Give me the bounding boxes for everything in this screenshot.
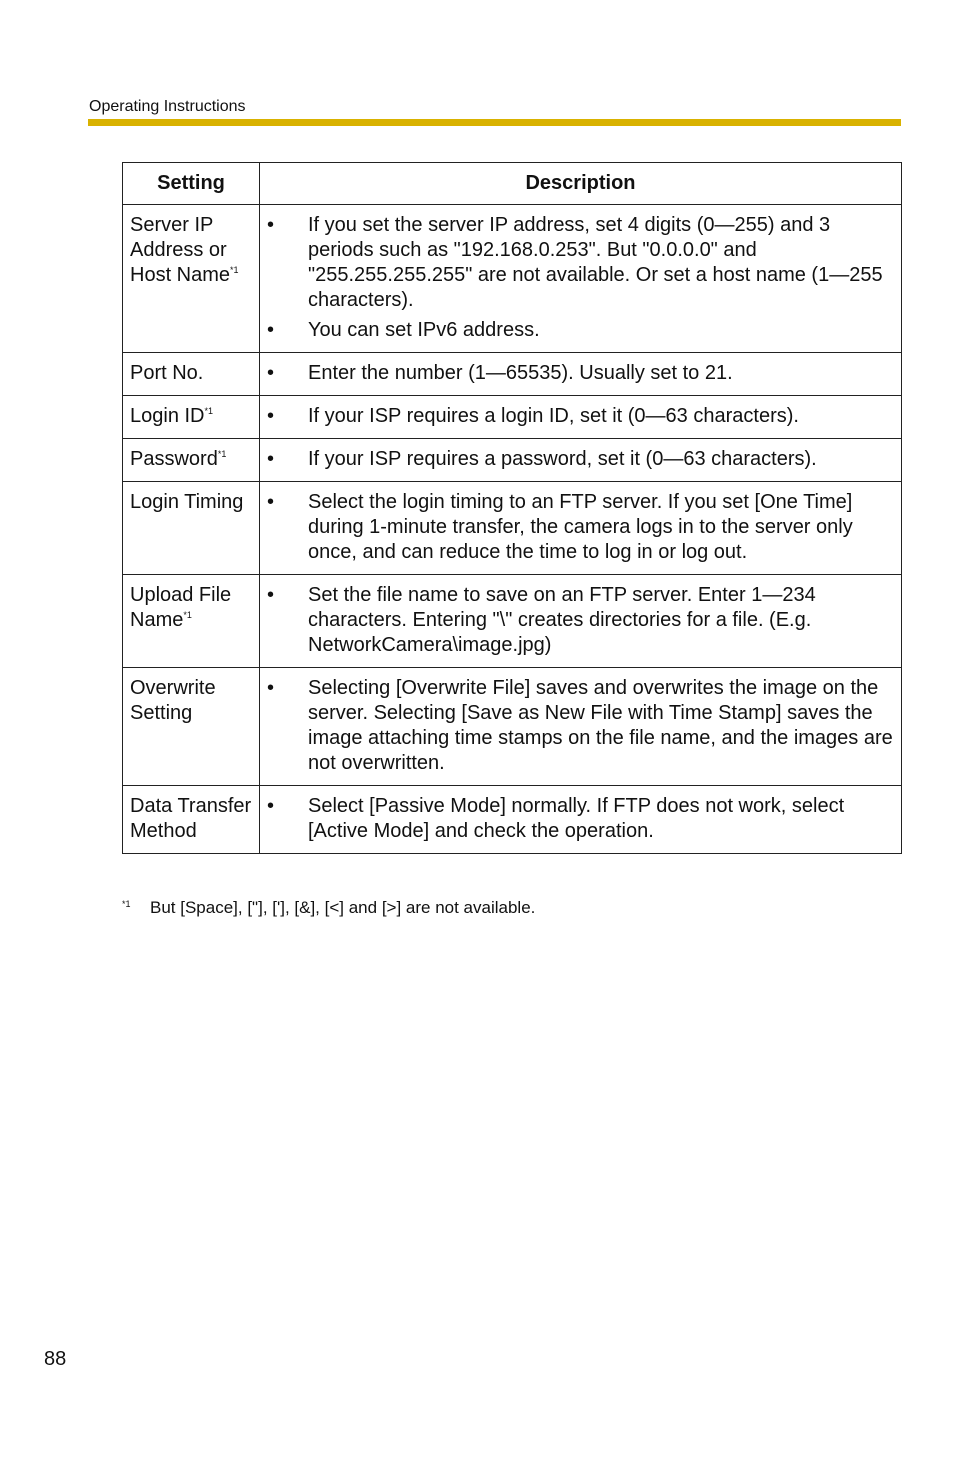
description-list bbox=[267, 676, 893, 776]
footnote-reference: *1 bbox=[204, 406, 214, 416]
table-row bbox=[123, 668, 902, 786]
description-cell bbox=[260, 668, 902, 786]
description-item bbox=[267, 361, 893, 386]
description-item bbox=[267, 213, 893, 313]
description-item bbox=[267, 490, 893, 565]
description-text: Select [Passive Mode] normally. If FTP does not work, select [Active Mode] and check the operation. bbox=[308, 795, 845, 842]
setting-name: Upload File Name bbox=[130, 584, 232, 631]
setting-name: Login ID bbox=[130, 405, 205, 427]
setting-name: Overwrite Setting bbox=[130, 677, 216, 724]
bullet-icon: • bbox=[267, 214, 275, 236]
setting-name: Login Timing bbox=[130, 491, 244, 513]
setting-name-cell bbox=[123, 786, 260, 854]
description-text: Selecting [Overwrite File] saves and overwrites the image on the server. Selecting [Save as New File with Time Stamp] saves the image attaching time stamps on the file name, and the images are not overwritten. bbox=[308, 677, 893, 774]
footnote-reference: *1 bbox=[230, 265, 239, 275]
description-item bbox=[267, 404, 893, 429]
bullet-icon: • bbox=[267, 405, 275, 427]
ftp-settings-table bbox=[122, 162, 902, 854]
description-item bbox=[267, 583, 893, 658]
description-item bbox=[267, 318, 893, 343]
header-rule bbox=[88, 119, 901, 126]
setting-name: Server IP Address or Host Name bbox=[130, 214, 231, 286]
description-item bbox=[267, 447, 893, 472]
table-body bbox=[123, 205, 902, 854]
description-cell bbox=[260, 482, 902, 575]
table-row bbox=[123, 786, 902, 854]
setting-name: Data Transfer Method bbox=[130, 795, 252, 842]
description-list bbox=[267, 447, 893, 472]
description-text: You can set IPv6 address. bbox=[308, 319, 540, 341]
table-row bbox=[123, 575, 902, 668]
description-item bbox=[267, 794, 893, 844]
bullet-icon: • bbox=[267, 362, 275, 384]
table-row bbox=[123, 396, 902, 439]
description-cell bbox=[260, 205, 902, 353]
table-row bbox=[123, 482, 902, 575]
description-text: If your ISP requires a password, set it (0—63 characters). bbox=[308, 448, 817, 470]
footnote bbox=[122, 898, 535, 918]
setting-name-cell bbox=[123, 668, 260, 786]
bullet-icon: • bbox=[267, 319, 275, 341]
bullet-icon: • bbox=[267, 795, 275, 817]
description-list bbox=[267, 490, 893, 565]
description-text: Enter the number (1—65535). Usually set to 21. bbox=[308, 362, 733, 384]
description-list bbox=[267, 583, 893, 658]
setting-name-cell bbox=[123, 439, 260, 482]
description-cell bbox=[260, 575, 902, 668]
footnote-text: But [Space], ["], ['], [&], [<] and [>] are not available. bbox=[150, 898, 536, 917]
setting-name-cell bbox=[123, 205, 260, 353]
description-text: Select the login timing to an FTP server. If you set [One Time] during 1-minute transfer, the camera logs in to the server only once, and can reduce the time to log in or log out. bbox=[308, 491, 853, 563]
footnote-reference: *1 bbox=[183, 610, 192, 620]
column-header-description: Description bbox=[260, 163, 902, 205]
description-list bbox=[267, 213, 893, 343]
table-row bbox=[123, 439, 902, 482]
bullet-icon: • bbox=[267, 491, 275, 513]
setting-name-cell bbox=[123, 575, 260, 668]
description-text: If you set the server IP address, set 4 digits (0—255) and 3 periods such as "192.168.0.253". But "0.0.0.0" and "255.255.255.255" are not available. Or set a host name (1—255 characters). bbox=[308, 214, 883, 311]
description-cell bbox=[260, 396, 902, 439]
table-header-row bbox=[123, 163, 902, 205]
description-list bbox=[267, 361, 893, 386]
table-row bbox=[123, 205, 902, 353]
bullet-icon: • bbox=[267, 677, 275, 699]
setting-name: Password bbox=[130, 448, 218, 470]
bullet-icon: • bbox=[267, 584, 275, 606]
bullet-icon: • bbox=[267, 448, 275, 470]
footnote-mark: *1 bbox=[122, 899, 131, 909]
setting-name-cell bbox=[123, 482, 260, 575]
running-header: Operating Instructions bbox=[89, 98, 246, 115]
table-row bbox=[123, 353, 902, 396]
description-text: Set the file name to save on an FTP server. Enter 1—234 characters. Entering "\" creates directories for a file. (E.g. NetworkCamera\image.jpg) bbox=[308, 584, 816, 656]
description-cell bbox=[260, 353, 902, 396]
description-cell bbox=[260, 439, 902, 482]
description-item bbox=[267, 676, 893, 776]
setting-name: Port No. bbox=[130, 362, 204, 384]
description-list bbox=[267, 794, 893, 844]
page-number: 88 bbox=[44, 1348, 67, 1370]
column-header-setting: Setting bbox=[123, 163, 260, 205]
footnote-reference: *1 bbox=[217, 449, 227, 459]
description-cell bbox=[260, 786, 902, 854]
setting-name-cell bbox=[123, 353, 260, 396]
setting-name-cell bbox=[123, 396, 260, 439]
description-text: If your ISP requires a login ID, set it (0—63 characters). bbox=[308, 405, 799, 427]
description-list bbox=[267, 404, 893, 429]
